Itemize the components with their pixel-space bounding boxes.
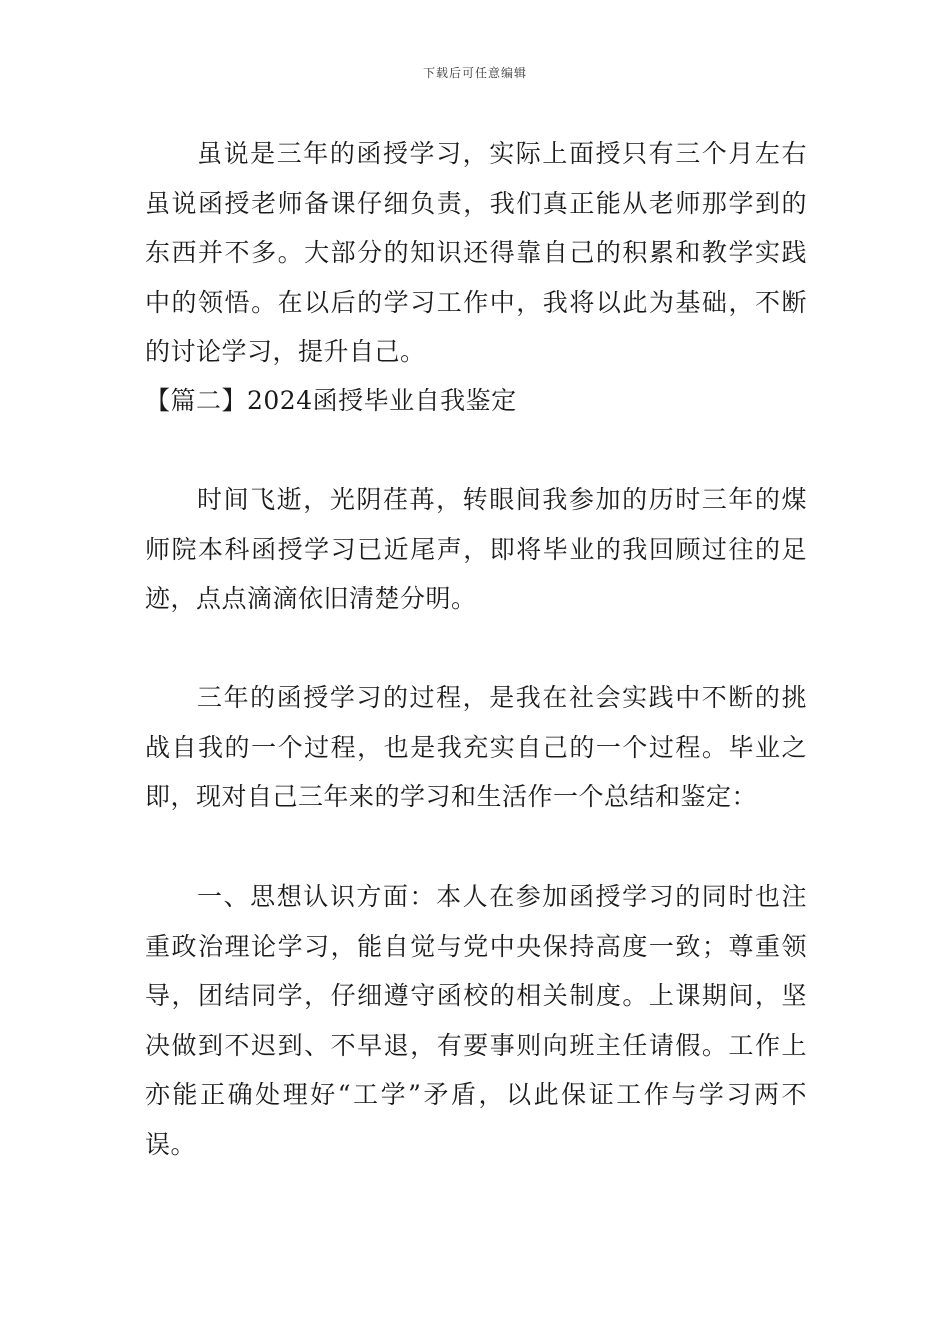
header-note: 下载后可任意编辑	[422, 66, 527, 80]
paragraph-2	[145, 475, 807, 624]
section-title-block	[145, 376, 807, 426]
paragraph-1	[145, 129, 807, 377]
paragraph-1-text: 虽说是三年的函授学习，实际上面授只有三个月左右虽说函授老师备课仔细负责，我们真正能从老师那学到的东西并不多。大部分的知识还得靠自己的积累和教学实践中的领悟。在以后的学习工作中，我将以此为基础，不断的讨论学习，提升自己。	[145, 139, 807, 366]
paragraph-2-text: 时间飞逝，光阴荏苒，转眼间我参加的历时三年的煤师院本科函授学习已近尾声，即将毕业的我回顾过往的足迹，点点滴滴依旧清楚分明。	[145, 485, 807, 613]
paragraph-3	[145, 673, 807, 822]
paragraph-3-text: 三年的函授学习的过程，是我在社会实践中不断的挑战自我的一个过程，也是我充实自己的一个过程。毕业之即，现对自己三年来的学习和生活作一个总结和鉴定：	[145, 683, 807, 811]
section-title: 【篇二】2024函授毕业自我鉴定	[145, 386, 517, 415]
paragraph-4	[145, 872, 807, 1169]
paragraph-4-text: 一、思想认识方面：本人在参加函授学习的同时也注重政治理论学习，能自觉与党中央保持高度一致；尊重领导，团结同学，仔细遵守函校的相关制度。上课期间，坚决做到不迟到、不早退，有要事则向班主任请假。工作上亦能正确处理好“工学”矛盾，以此保证工作与学习两不误。	[145, 882, 807, 1159]
